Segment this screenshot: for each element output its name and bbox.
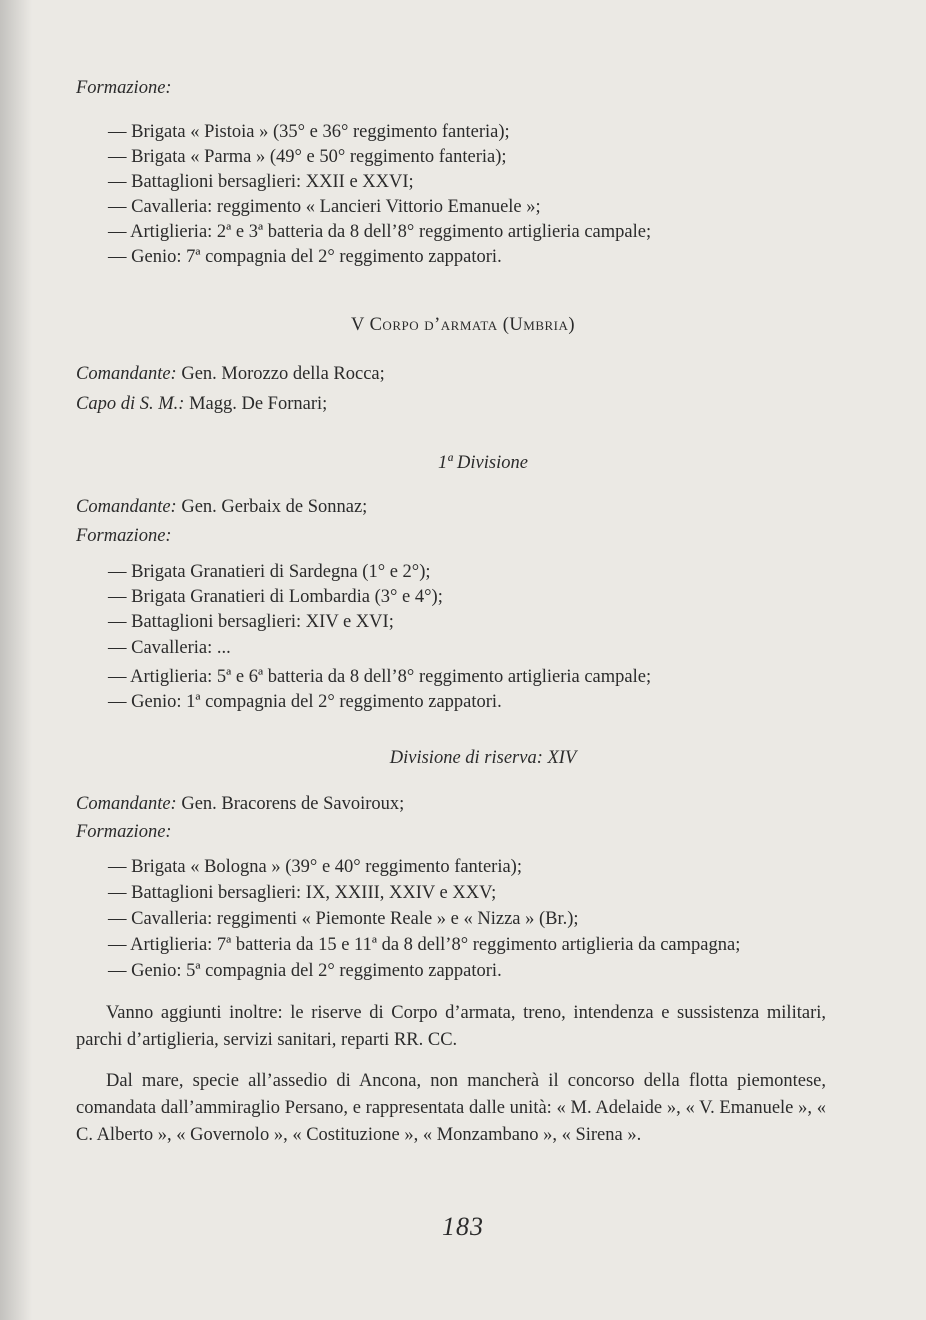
page-number: 183 <box>442 1212 484 1241</box>
corpo-capo <box>76 392 327 416</box>
riserva-comandante <box>76 792 404 816</box>
formazione-label: Formazione: <box>76 822 172 842</box>
corpo-heading: V Corpo d’armata (Umbria) <box>350 315 576 335</box>
comandante-label: Comandante: <box>76 364 177 384</box>
list-item: — Genio: 5ª compagnia del 2° reggimento zappatori. <box>108 961 502 981</box>
formazione-label: Formazione: <box>76 78 172 98</box>
list-item: — Brigata « Parma » (49° e 50° reggimento fanteria); <box>108 147 507 167</box>
comandante-value: Gen. Gerbaix de Sonnaz; <box>181 497 368 517</box>
comandante-label: Comandante: <box>76 497 177 517</box>
list-item: — Cavalleria: ... <box>108 638 231 658</box>
list-item: — Battaglioni bersaglieri: XIV e XVI; <box>108 612 394 632</box>
capo-label: Capo di S. M.: <box>76 394 185 414</box>
list-item: — Artiglieria: 7ª batteria da 15 e 11ª da 8 dell’8° reggimento artiglieria da campagna; <box>108 935 741 955</box>
list-item: — Artiglieria: 2ª e 3ª batteria da 8 dell’8° reggimento artiglieria campale; <box>108 222 652 242</box>
divisione-1-heading: 1ª Divisione <box>438 453 528 473</box>
corpo-comandante <box>76 362 385 386</box>
divisione-1-comandante <box>76 495 367 519</box>
list-item: — Genio: 7ª compagnia del 2° reggimento zappatori. <box>108 247 502 267</box>
comandante-value: Gen. Morozzo della Rocca; <box>181 364 385 384</box>
capo-value: Magg. De Fornari; <box>189 394 328 414</box>
list-item: — Brigata « Bologna » (39° e 40° reggimento fanteria); <box>108 857 522 877</box>
list-item: — Cavalleria: reggimento « Lancieri Vittorio Emanuele »; <box>108 197 541 217</box>
list-item: — Artiglieria: 5ª e 6ª batteria da 8 dell’8° reggimento artiglieria campale; <box>108 667 652 687</box>
comandante-value: Gen. Bracorens de Savoiroux; <box>181 794 405 814</box>
paragraph: Dal mare, specie all’assedio di Ancona, non mancherà il concorso della flotta piemontese, comandata dall’ammiraglio Persano, e rappresentata dalle unità: « M. Adelaide », « V. Emanuele », « C. Alberto », « Governolo », « Costituzione », « Monzambano », « Sirena ». <box>76 1071 826 1145</box>
list-item: — Battaglioni bersaglieri: XXII e XXVI; <box>108 172 414 192</box>
divisione-riserva-heading: Divisione di riserva: XIV <box>389 748 577 768</box>
list-item: — Brigata Granatieri di Lombardia (3° e 4°); <box>108 587 443 607</box>
list-item: — Brigata Granatieri di Sardegna (1° e 2°); <box>108 562 431 582</box>
list-item: — Battaglioni bersaglieri: IX, XXIII, XXIV e XXV; <box>108 883 497 903</box>
list-item: — Cavalleria: reggimenti « Piemonte Reale » e « Nizza » (Br.); <box>108 909 579 929</box>
paragraph: Vanno aggiunti inoltre: le riserve di Corpo d’armata, treno, intendenza e sussistenza militari, parchi d’artiglieria, servizi sanitari, reparti RR. CC. <box>76 1003 826 1050</box>
page-binding-shadow <box>0 0 32 1320</box>
list-item: — Genio: 1ª compagnia del 2° reggimento zappatori. <box>108 692 502 712</box>
formazione-label: Formazione: <box>76 526 172 546</box>
list-item: — Brigata « Pistoia » (35° e 36° reggimento fanteria); <box>108 122 510 142</box>
comandante-label: Comandante: <box>76 794 177 814</box>
